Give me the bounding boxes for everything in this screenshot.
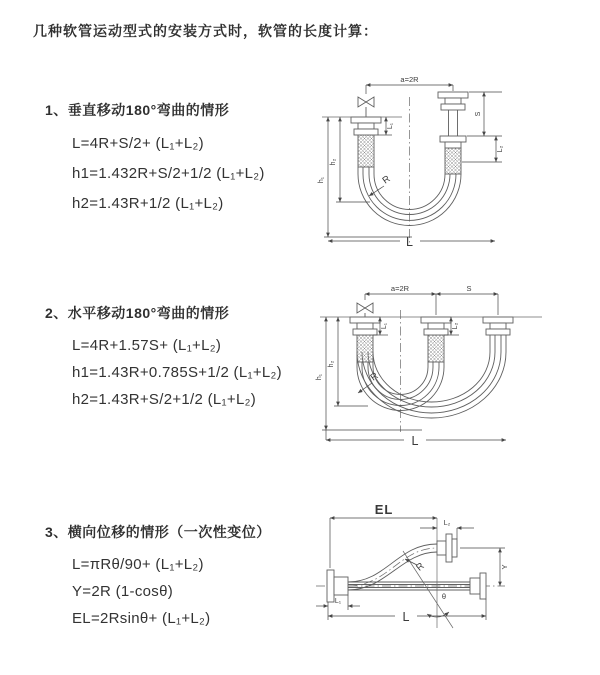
valve-icon (358, 97, 374, 117)
dim-label-angle: θ (441, 592, 447, 601)
left-flange-fitting (351, 117, 381, 135)
diagram-lateral-displacement (300, 498, 600, 660)
formula-h1: h1=1.43R+0.785S+1/2 (L₁+L₂) (72, 364, 282, 381)
dim-label-width: a=2R (390, 284, 410, 293)
dim-label-l1: L₁ (334, 598, 342, 605)
diagram-vertical-180-bend (312, 72, 597, 257)
braided-hose-left (357, 335, 373, 362)
section-horizontal-bend (45, 303, 282, 413)
dim-label-h1: h₁ (316, 373, 323, 381)
section-heading: 1、垂直移动180°弯曲的情形 (45, 102, 230, 118)
section-lateral-displacement (45, 522, 271, 632)
braided-hose-middle (428, 335, 444, 362)
middle-flange-fitting (421, 317, 451, 335)
dim-label-length: L (411, 434, 419, 448)
section-heading: 3、横向位移的情形（一次性变位） (45, 524, 271, 540)
dim-label-l2: L₂ (443, 520, 451, 527)
hose-u-initial (357, 362, 444, 411)
formula-length: L=4R+1.57S+ (L₁+L₂) (72, 337, 222, 354)
dimension-stroke-s (436, 294, 498, 315)
formula-list (72, 551, 271, 632)
page-title: 几种软管运动型式的安装方式时，软管的长度计算： (33, 23, 378, 39)
left-flange-fitting (350, 317, 380, 335)
displaced-flange-fitting (437, 534, 457, 562)
dim-label-s: S (466, 284, 472, 293)
formula-el: EL=2Rsinθ+ (L₁+L₂) (72, 610, 211, 627)
right-flange-fitting (483, 317, 513, 335)
dim-label-h1: h₁ (318, 176, 325, 184)
right-flange-fitting-upper (438, 92, 468, 110)
dim-label-radius: R (414, 560, 427, 574)
dim-label-h2: h₂ (328, 360, 335, 368)
dim-label-length: L (402, 610, 410, 624)
dim-label-length: L (406, 235, 413, 249)
dim-label-width: a=2R (400, 75, 419, 84)
dim-label-l2: L₂ (497, 145, 504, 153)
braided-hose-right (445, 148, 461, 174)
formula-list (72, 129, 265, 219)
dim-label-s: S (475, 111, 482, 117)
diagram-horizontal-180-bend (312, 282, 597, 457)
dim-label-radius: R (380, 173, 393, 187)
dim-label-l1: L₁ (381, 322, 388, 330)
braided-hose-left (358, 135, 374, 167)
formula-h1: h1=1.432R+S/2+1/2 (L₁+L₂) (72, 165, 265, 182)
right-flange-fitting (470, 573, 486, 599)
formula-h2: h2=1.43R+S/2+1/2 (L₁+L₂) (72, 391, 257, 408)
formula-length: L=πRθ/90+ (L₁+L₂) (72, 556, 204, 573)
dimension-stroke-s (467, 92, 502, 136)
dim-label-h2: h₂ (330, 158, 337, 166)
dimension-l2 (462, 136, 502, 162)
formula-h2: h2=1.43R+1/2 (L₁+L₂) (72, 195, 224, 212)
dim-label-l1: L₁ (387, 122, 394, 130)
formula-length: L=4R+S/2+ (L₁+L₂) (72, 135, 204, 152)
right-pipe (449, 110, 458, 136)
section-vertical-bend (45, 100, 265, 219)
formula-list (72, 332, 282, 413)
section-heading: 2、水平移动180°弯曲的情形 (45, 305, 230, 321)
dim-label-radius: R (368, 370, 381, 384)
dimension-el (330, 518, 437, 568)
valve-icon (357, 303, 373, 317)
dim-label-y: Y (500, 564, 509, 570)
dim-label-l2: L₂ (452, 322, 459, 330)
formula-offset: Y=2R (1-cosθ) (72, 583, 174, 600)
dim-label-el: EL (374, 502, 394, 517)
right-flange-fitting-lower (440, 136, 466, 148)
construction-lines (403, 518, 453, 628)
